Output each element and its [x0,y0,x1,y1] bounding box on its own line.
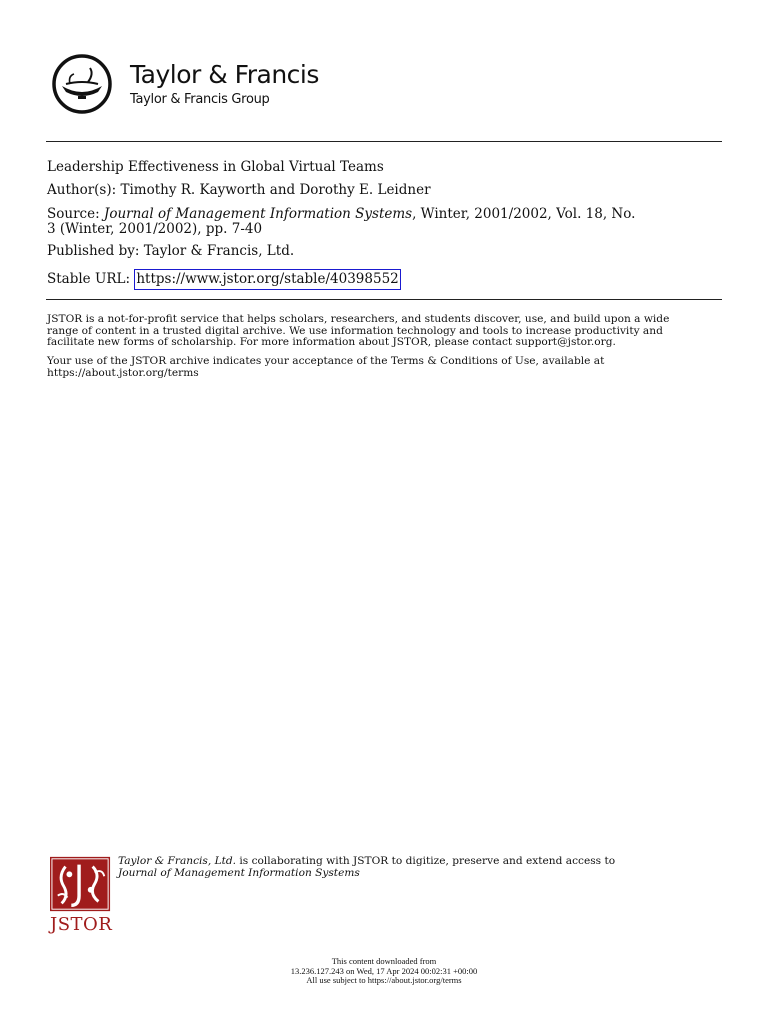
download-line: All use subject to https://about.jstor.org/terms [306,975,462,985]
source-journal: Journal of Management Information Systems [103,206,413,222]
published-value: Taylor & Francis, Ltd. [143,243,295,259]
stable-url-link[interactable]: https://www.jstor.org/stable/40398552 [134,269,400,290]
source-details-continued: 3 (Winter, 2001/2002), pp. 7-40 [47,221,263,237]
source-details: , Winter, 2001/2002, Vol. 18, No. [412,206,636,222]
published-label: Published by: [47,243,140,259]
article-title-text: Leadership Effectiveness in Global Virtual Teams [47,159,384,175]
notice-line: range of content in a trusted digital archive. We use information technology and tools to increase productivity and [47,324,663,337]
jstor-wordmark: JSTOR [50,914,113,935]
stable-url-line [47,272,727,287]
published-line [47,244,727,259]
authors-line [47,183,727,198]
middle-divider [46,299,722,300]
top-divider [46,141,722,142]
download-line: This content downloaded from [331,956,437,966]
publisher-logo [52,54,352,116]
publisher-logo-title: Taylor & Francis [130,60,319,89]
jstor-notice-paragraph [47,314,723,349]
authors-label: Author(s): [47,182,117,198]
terms-line: Your use of the JSTOR archive indicates your acceptance of the Terms & Conditions of Use, available at [47,355,605,367]
oil-lamp-icon [52,54,112,114]
terms-link[interactable]: https://about.jstor.org/terms [47,366,199,379]
source-line [47,207,727,237]
collaboration-publisher: Taylor & Francis, Ltd. [118,855,237,867]
collaboration-journal: Journal of Management Information Systems [118,866,360,879]
source-label: Source: [47,206,100,222]
notice-line: facilitate new forms of scholarship. For more information about JSTOR, please contact support@jstor.org. [47,336,616,348]
collaboration-text: is collaborating with JSTOR to digitize, preserve and extend access to [236,855,616,867]
authors-value: Timothy R. Kayworth and Dorothy E. Leidner [120,182,431,198]
terms-notice-paragraph [47,356,723,379]
download-notice [0,957,768,986]
download-line: 13.236.127.243 on Wed, 17 Apr 2024 00:02:31 +00:00 [290,965,478,976]
article-title [47,160,727,175]
publisher-logo-group: Taylor & Francis Group [130,92,270,107]
collaboration-statement [118,856,728,879]
stable-url-label: Stable URL: [47,271,131,287]
notice-line: JSTOR is a not-for-profit service that helps scholars, researchers, and students discover, use, and build upon a wide [47,313,670,325]
jstor-logo-icon [50,856,112,912]
